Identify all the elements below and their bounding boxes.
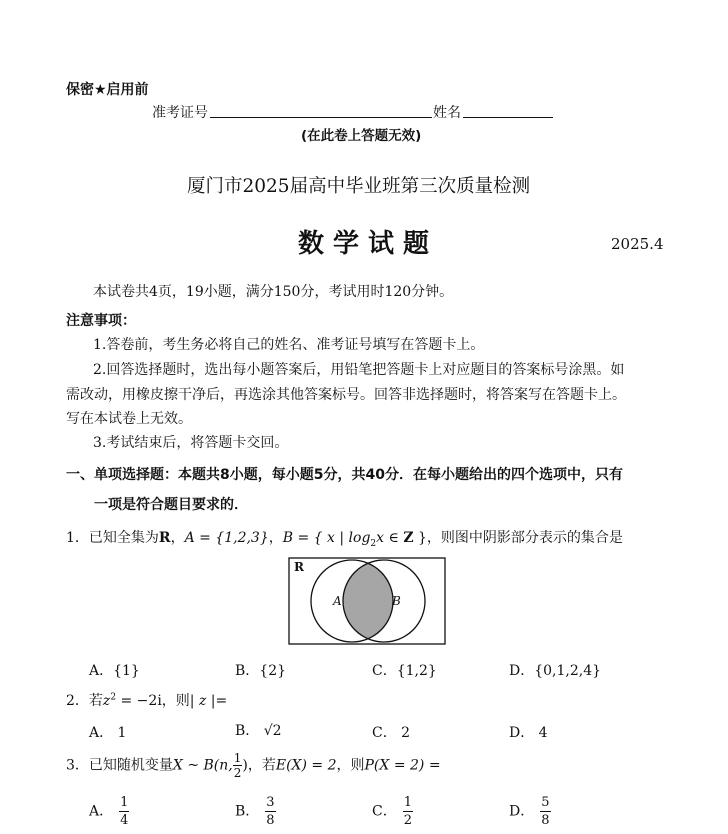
q1-option-a[interactable]: A．{1}	[89, 663, 140, 679]
circle-a-label: A	[333, 594, 342, 608]
integers-symbol: Z	[403, 530, 414, 546]
admission-number-label: 准考证号	[152, 105, 208, 121]
exam-title: 厦门市2025届高中毕业班第三次质量检测	[187, 176, 531, 197]
note-2-line-1: 2.回答选择题时，选出每小题答案后，用铅笔把答题卡上对应题目的答案标号涂黑。如	[93, 362, 625, 378]
q3-option-a[interactable]: A． $\frac{1}{4}$	[89, 795, 129, 828]
set-a: A = {1,2,3}	[184, 530, 269, 546]
note-2-line-2: 需改动，用橡皮擦干净后，再选涂其他答案标号。回答非选择题时，将答案写在答题卡上。	[66, 387, 626, 403]
question-1: 1．已知全集为R，A = {1,2,3}，B = { x | $\log_2x$ ∈ Z }，则图中阴影部分表示的集合是	[66, 530, 623, 549]
q2-option-d[interactable]: D． 4	[509, 725, 548, 741]
question-2: 2．若$z^2 = -2i$，则| z |=	[66, 692, 228, 709]
probability-fraction: $\frac{1}{2}$	[233, 751, 242, 780]
question-number: 2．	[66, 693, 89, 709]
exam-date: 2025.4	[611, 235, 664, 253]
q3-option-c[interactable]: C． $\frac{1}{2}$	[372, 795, 412, 828]
admission-number-blank[interactable]	[210, 117, 432, 118]
question-number: 3．	[66, 757, 89, 774]
q1-option-d[interactable]: D．{0,1,2,4}	[509, 663, 602, 679]
note-2-line-3: 写在本试卷上无效。	[66, 411, 192, 427]
universe-label: R	[294, 560, 304, 574]
q2-option-c[interactable]: C． 2	[372, 725, 411, 741]
subject-title: 数学试题	[298, 229, 439, 259]
question-3: 3．已知随机变量X ~ B(n, $\frac{1}{2}$ )，若E(X) = 2，则P(X = 2) =	[66, 751, 441, 780]
section-1-heading-cont: 一项是符合题目要求的．	[94, 497, 248, 513]
q1-option-b[interactable]: B．{2}	[235, 663, 287, 679]
notes-heading: 注意事项：	[66, 313, 136, 329]
q2-option-a[interactable]: A． 1	[89, 725, 127, 741]
note-3: 3.考试结束后，将答题卡交回。	[93, 435, 289, 451]
q3-option-b[interactable]: B． $\frac{3}{8}$	[235, 795, 275, 828]
universe-symbol: R	[158, 530, 171, 546]
q1-option-c[interactable]: C．{1,2}	[372, 663, 437, 679]
circle-b-label: B	[392, 594, 401, 608]
name-label: 姓名	[433, 105, 461, 121]
invalid-answer-note: (在此卷上答题无效)	[301, 128, 422, 144]
confidential-mark: 保密★启用前	[66, 82, 149, 98]
q3-option-d[interactable]: D． $\frac{5}{8}$	[509, 795, 550, 828]
question-number: 1．	[66, 530, 89, 546]
note-1: 1.答卷前，考生务必将自己的姓名、准考证号填写在答题卡上。	[93, 337, 485, 353]
section-1-heading: 一、单项选择题：本题共8小题，每小题5分，共40分．在每小题给出的四个选项中，只有	[66, 467, 623, 483]
exam-summary: 本试卷共4页，19小题，满分150分，考试用时120分钟。	[93, 284, 454, 300]
q2-option-b[interactable]: B． √2	[235, 723, 282, 739]
name-blank[interactable]	[463, 117, 553, 118]
set-b-start: B = { x | log	[282, 530, 371, 546]
venn-diagram	[288, 557, 446, 645]
